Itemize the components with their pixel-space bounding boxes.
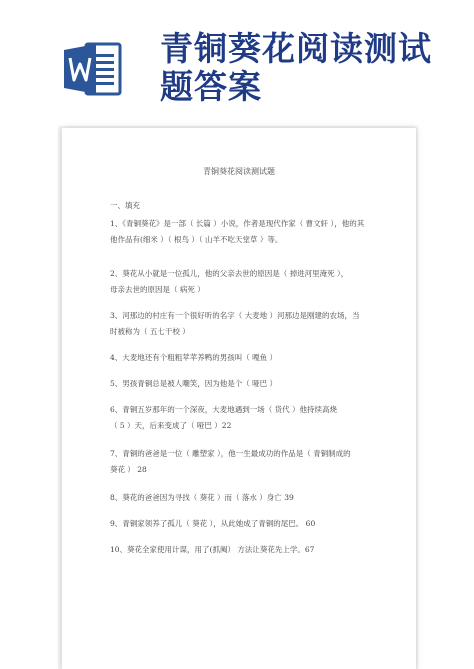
question-line: 10、葵花全家使用计谋，用了(抓阄） 方法让葵花先上学。67 <box>110 545 315 554</box>
question-line: 1、《青铜葵花》是一部（ 长篇 ）小说，作者是现代作家（ 曹文轩 ），他的其 <box>110 219 365 228</box>
header-banner <box>0 0 474 125</box>
question-line: 7、青铜的爸爸是一位（ 雕塑家 ），他一生最成功的作品是（ 青铜制成的 <box>110 449 351 458</box>
question-item <box>110 446 410 478</box>
question-item <box>110 350 410 366</box>
word-doc-icon <box>64 40 122 98</box>
question-line: （ 5 ）天，后来变成了（ 哑巴 ）22 <box>110 421 232 430</box>
question-line: 5、男孩青铜总是被人嘲笑，因为他是个（ 哑巴 ） <box>110 379 278 388</box>
question-line: 8、葵花的爸爸因为寻找（ 葵花 ）而（ 落水 ）身亡 39 <box>110 493 294 502</box>
question-line: 6、青铜五岁那年的一个深夜，大麦地遇到一场（ 货代 ）他持续高烧 <box>110 405 338 414</box>
question-item <box>110 216 410 248</box>
question-item <box>110 266 410 298</box>
question-line: 时被称为（ 五七干校 ） <box>110 327 190 336</box>
question-item <box>110 402 410 434</box>
question-line: 3、河那边的村庄有一个很好听的名字（ 大麦地 ）河那边是刚建的农场，当 <box>110 311 360 320</box>
question-line: 2、葵花从小就是一位孤儿，他的父亲去世的原因是（ 掉进河里淹死 ）， <box>110 269 349 278</box>
section-heading: 一、填充 <box>110 201 140 210</box>
document-page <box>62 128 416 669</box>
question-line: 4、大麦地还有个粗粗苹苹养鸭的男孩叫（ 嘎鱼 ） <box>110 353 278 362</box>
document-title: 青铜葵花阅读测试题 <box>203 167 275 176</box>
question-line: 葵花 ） 28 <box>110 465 147 474</box>
question-item <box>110 490 410 506</box>
question-line: 母亲去世的原因是（ 病死 ） <box>110 285 205 294</box>
question-item <box>110 308 410 340</box>
question-item <box>110 376 410 392</box>
question-item <box>110 542 410 558</box>
question-line: 他作品有(细米 ）（ 根鸟 ）（ 山羊不吃天堂草 ）等。 <box>110 235 283 244</box>
question-line: 9、青铜家领养了孤儿（ 葵花 ），从此她成了青铜的尾巴。 60 <box>110 519 316 528</box>
page-title: 青铜葵花阅读测试题答案 <box>160 29 432 106</box>
question-item <box>110 516 410 532</box>
